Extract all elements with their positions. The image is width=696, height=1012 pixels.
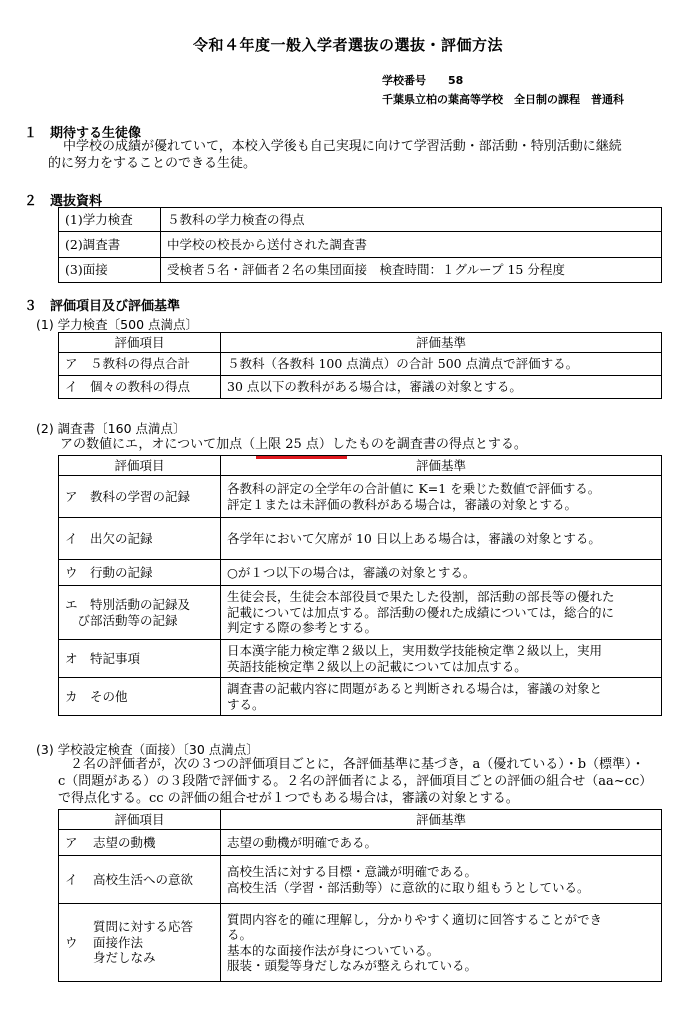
- cell-line: オ 特記事項: [65, 650, 141, 666]
- cell-line: イ 出欠の記録: [65, 530, 153, 546]
- table-cell-criteria: [221, 518, 662, 560]
- table-cell-criteria: [221, 640, 662, 678]
- item-label: 志望の動機: [93, 834, 156, 850]
- cell-line: 志望の動機が明確である。: [227, 834, 378, 850]
- cell-line: 質問内容を的確に理解し，分かりやすく適切に回答することができ: [227, 911, 603, 927]
- school-name: 千葉県立柏の葉高等学校 全日制の課程 普通科: [382, 93, 624, 106]
- subsection-3-heading: (3) 学校設定検査（面接）〔30 点満点〕: [36, 742, 259, 757]
- cell-line: 質問に対する応答: [93, 919, 194, 935]
- cell-line: 服装・頭髪等身だしなみが整えられている。: [227, 958, 478, 973]
- interview-table: [58, 809, 662, 982]
- table-cell-label: (2)調査書: [59, 232, 161, 258]
- table-row: [59, 586, 662, 640]
- table-cell-criteria: [221, 560, 662, 586]
- cell-line: 身だしなみ: [93, 950, 156, 966]
- table-cell-item: [59, 856, 221, 904]
- table-cell-value: ５教科の学力検査の得点: [161, 208, 662, 232]
- table-cell-criteria: [221, 856, 662, 904]
- item-lines: [93, 919, 193, 966]
- table-cell-value: 中学校の校長から送付された調査書: [161, 232, 662, 258]
- cell-line: [65, 835, 214, 851]
- table-cell-criteria: [221, 586, 662, 640]
- cell-line: エ 特別活動の記録及: [65, 597, 191, 612]
- cell-line: 各学年において欠席が 10 日以上ある場合は，審議の対象とする。: [227, 530, 601, 546]
- table-row: [59, 678, 662, 716]
- section-1-heading: １ 期待する生徒像: [24, 126, 142, 141]
- cell-line: 評定１または未評価の教科がある場合は，審議の対象とする。: [227, 496, 578, 512]
- column-header-item: 評価項目: [59, 333, 221, 353]
- cell-line: する。: [227, 696, 265, 712]
- table-row: [59, 830, 662, 856]
- table-row: [59, 640, 662, 678]
- table-cell-item: ア ５教科の得点合計: [59, 353, 221, 376]
- table-row: [59, 353, 662, 376]
- cell-line: 基本的な面接作法が身についている。: [227, 942, 440, 958]
- cell-line: ウ 行動の記録: [65, 564, 153, 580]
- cell-line: 記載については加点する。部活動の優れた成績については，総合的に: [227, 604, 615, 620]
- table-row: [59, 476, 662, 518]
- table-cell-item: [59, 560, 221, 586]
- school-number-label: 学校番号: [382, 74, 426, 87]
- table-cell-criteria: [221, 678, 662, 716]
- table-cell-criteria: [221, 904, 662, 982]
- table-cell-criteria: ５教科（各教科 100 点満点）の合計 500 点満点で評価する。: [221, 353, 662, 376]
- table-cell-item: [59, 830, 221, 856]
- page-title: 令和４年度一般入学者選抜の選抜・評価方法: [192, 36, 503, 54]
- table-row: [59, 258, 662, 283]
- subsection-2-note: アの数値にエ，オについて加点（上限 25 点）したものを調査書の得点とする。: [60, 437, 527, 452]
- cell-line: カ その他: [65, 688, 128, 704]
- table-cell-item: [59, 586, 221, 640]
- subsection-3-line-3: で得点化する。cc の評価の組合せが１つでもある場合は，審議の対象とする。: [58, 791, 519, 806]
- subsection-3-line-2: c（問題がある）の３段階で評価する。２名の評価者による，評価項目ごとの評価の組合せ（aa~cc）: [58, 774, 653, 789]
- item-prefix: イ: [65, 871, 78, 887]
- column-header-criteria: 評価基準: [221, 810, 662, 830]
- subsection-2-heading: (2) 調査書〔160 点満点〕: [36, 421, 186, 436]
- section-1-line-1: 中学校の成績が優れていて，本校入学後も自己実現に向けて学習活動・部活動・特別活動に継続: [63, 139, 622, 154]
- section-3-heading: ３ 評価項目及び評価基準: [24, 299, 181, 314]
- cell-line: [65, 872, 214, 888]
- cell-line: び部活動等の記録: [65, 612, 178, 628]
- table-cell-label: (3)面接: [59, 258, 161, 283]
- table-row: [59, 904, 662, 982]
- table-cell-item: [59, 640, 221, 678]
- cell-line: 日本漢字能力検定準２級以上，実用数学技能検定準２級以上，実用: [227, 643, 603, 658]
- table-cell-criteria: [221, 830, 662, 856]
- section-1-line-2: 的に努力をすることのできる生徒。: [48, 156, 257, 171]
- table-cell-value: 受検者５名・評価者２名の集団面接 検査時間：１グループ 15 分程度: [161, 258, 662, 283]
- table-row: [59, 208, 662, 232]
- cell-line: 面接作法: [93, 934, 144, 950]
- table-cell-item: [59, 476, 221, 518]
- table-header-row: [59, 456, 662, 476]
- cell-line: 判定する際の参考とする。: [227, 620, 378, 636]
- cell-line: 調査書の記載内容に問題があると判断される場合は，審議の対象と: [227, 681, 603, 696]
- report-card-table: [58, 455, 662, 716]
- table-row: [59, 856, 662, 904]
- table-cell-label: (1)学力検査: [59, 208, 161, 232]
- subsection-3-line-1: ２名の評価者が，次の３つの評価項目ごとに，各評価基準に基づき，a（優れている）・b（標準）・: [70, 757, 645, 772]
- cell-block: [65, 919, 214, 966]
- column-header-item: 評価項目: [59, 456, 221, 476]
- subsection-1-heading: (1) 学力検査〔500 点満点〕: [36, 317, 199, 332]
- cell-line: 高校生活に対する目標・意識が明確である。: [227, 864, 478, 879]
- cell-line: 生徒会長，生徒会本部役員で果たした役割，部活動の部長等の優れた: [227, 589, 615, 605]
- cell-line: ○が１つ以下の場合は，審議の対象とする。: [227, 564, 476, 580]
- item-prefix: ウ: [65, 934, 78, 950]
- selection-materials-table: [58, 207, 662, 283]
- cell-line: 高校生活（学習・部活動等）に意欲的に取り組もうとしている。: [227, 879, 590, 895]
- table-cell-item: [59, 678, 221, 716]
- table-cell-item: [59, 904, 221, 982]
- table-header-row: [59, 810, 662, 830]
- table-row: [59, 518, 662, 560]
- table-row: [59, 560, 662, 586]
- table-cell-item: [59, 518, 221, 560]
- column-header-criteria: 評価基準: [221, 333, 662, 353]
- table-cell-criteria: [221, 476, 662, 518]
- item-prefix: ア: [65, 834, 78, 850]
- school-number: 58: [448, 74, 464, 87]
- cell-line: 各教科の評定の全学年の合計値に K=1 を乗じた数値で評価する。: [227, 481, 601, 496]
- cell-line: る。: [227, 927, 253, 942]
- table-cell-criteria: 30 点以下の教科がある場合は，審議の対象とする。: [221, 376, 662, 399]
- column-header-item: 評価項目: [59, 810, 221, 830]
- table-row: [59, 232, 662, 258]
- cell-line: ア 教科の学習の記録: [65, 488, 191, 504]
- school-number-line: [382, 72, 463, 88]
- table-row: [59, 376, 662, 399]
- item-label: 高校生活への意欲: [93, 871, 194, 887]
- cell-line: 英語技能検定準２級以上の記載については加点する。: [227, 658, 527, 674]
- table-header-row: [59, 333, 662, 353]
- table-cell-item: イ 個々の教科の得点: [59, 376, 221, 399]
- section-2-heading: ２ 選抜資料: [24, 194, 103, 209]
- column-header-criteria: 評価基準: [221, 456, 662, 476]
- academic-test-table: [58, 332, 662, 399]
